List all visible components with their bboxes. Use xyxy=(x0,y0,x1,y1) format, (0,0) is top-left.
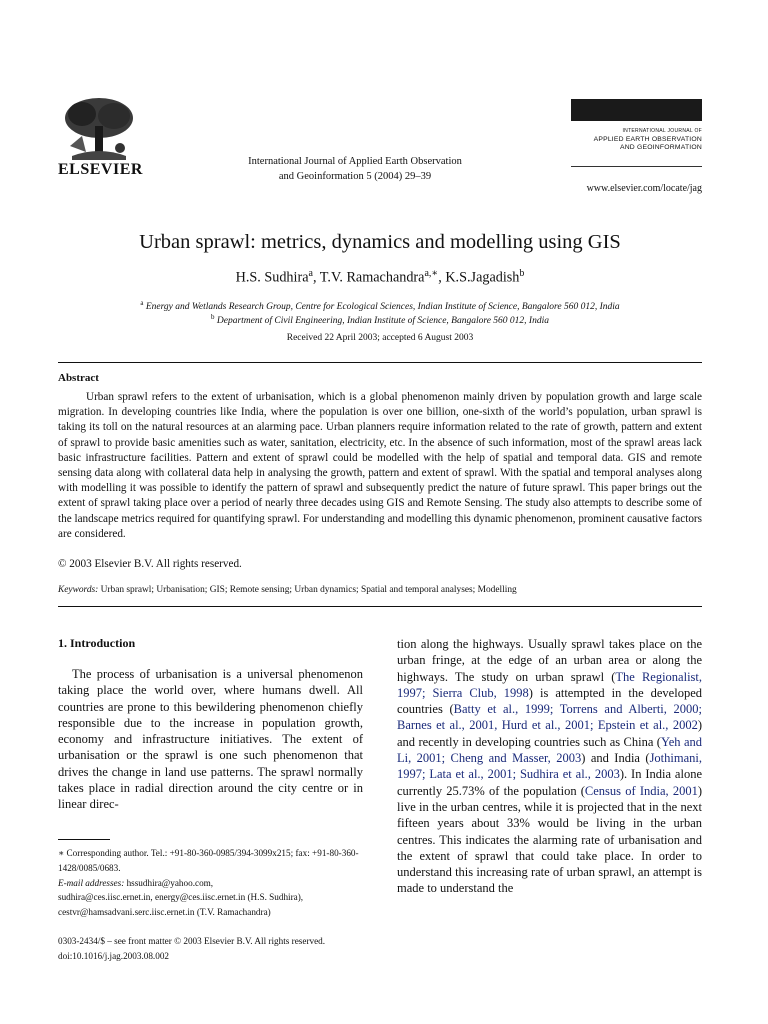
cover-title-line-2: AND GEOINFORMATION xyxy=(619,144,702,151)
email-address[interactable]: sudhira@ces.iisc.ernet.in, energy@ces.iisc.ernet.in (H.S. Sudhira), xyxy=(58,892,304,903)
keywords-label: Keywords: xyxy=(58,585,99,595)
journal-cover-graphic xyxy=(571,99,702,178)
received-dates: Received 22 April 2003; accepted 6 August 2003 xyxy=(286,333,474,343)
citation-link[interactable]: Batty et al., 1999; Torrens and Alberti, 2000; Barnes et al., 2001, Hurd et al., 2001; Epstein et al., 2002 xyxy=(397,702,703,733)
bottom-matter xyxy=(58,934,325,964)
email-address[interactable]: cestvr@hamsadvani.serc.iisc.ernet.in (T.V. Ramachandra) xyxy=(58,907,271,918)
affiliation-text: Energy and Wetlands Research Group, Centre for Ecological Sciences, Indian Institute of Science, Bangalore 560 012, India xyxy=(145,302,620,313)
abstract-text: Urban sprawl refers to the extent of urbanisation, which is a global phenomenon mainly driven by population growth and large scale migration. In developing countries like India, where the population is over one billion, one-sixth of the world’s population, urban sprawl is taking its toll on the natural resources at an alarming pace. Urban planners require information related to the rate of growth, pattern and extent of sprawl to provide basic amenities such as water, sanitation, electricity, etc. In the absence of such information, most of the sprawl areas lack basic infrastructure facilities. Pattern and extent of sprawl could be modelled with the help of spatial and temporal data. GIS and remote sensing data along with collateral data help in analysing the growth, pattern and extent of sprawl. With the spatial and temporal analyses along with modelling it was possible to identify the pattern of sprawl and subsequently predict the nature of future sprawl. This paper brings out the extent of sprawl taking place over a period of nearly three decades using GIS and Remote Sensing. The study also attempts to describe some of the landscape metrics required for quantifying sprawl. For understanding and modelling this dynamic phenomenon, prominent causative factors are considered. xyxy=(58,391,702,540)
cover-banner xyxy=(571,99,702,121)
elsevier-tree-logo xyxy=(62,96,136,162)
cover-small-title: INTERNATIONAL JOURNAL OF xyxy=(622,128,702,134)
abstract-body xyxy=(58,390,702,542)
intro-left-column xyxy=(58,666,363,813)
citation-link[interactable]: Census of India, 2001 xyxy=(584,783,698,798)
body-text: tion along the highways. Usually sprawl takes place on the urban fringe, at the edge of an urban area or along the highways. The study on urban sprawl ( xyxy=(397,637,702,684)
author-affiliation-mark: a xyxy=(308,268,313,279)
citation-link[interactable]: Jothimani, 1997; Lata et al., 2001; Sudhira et al., 2003 xyxy=(397,751,702,782)
cover-rule xyxy=(571,166,702,167)
cover-title xyxy=(571,136,702,152)
footnote-rule xyxy=(58,839,110,840)
keywords xyxy=(58,585,702,595)
body-text: ) live in the urban centres, while it is projected that in the next fifteen years about 33% would be living in the urban centres. This indicates the alarming rate of urbanisation and the extent of sprawl that could take place. In order to understand this increasing rate of urban sprawl, an attempt is made to understand the xyxy=(397,783,702,896)
email-label: E-mail addresses: xyxy=(58,877,125,888)
divider xyxy=(58,606,702,607)
body-text: ) and recently in developing countries such as China ( xyxy=(397,718,702,749)
body-text: ) is attempted in the developed countries ( xyxy=(397,685,702,717)
article-title: Urban sprawl: metrics, dynamics and modelling using GIS xyxy=(139,231,621,253)
elsevier-logo xyxy=(58,96,142,182)
abstract-copyright: © 2003 Elsevier B.V. All rights reserved. xyxy=(58,558,242,570)
journal-line-2: and Geoinformation 5 (2004) 29–39 xyxy=(278,171,432,182)
affiliation-a xyxy=(58,299,702,312)
affiliation-mark: a xyxy=(140,299,144,307)
abstract-heading: Abstract xyxy=(58,372,99,384)
cover-title-line-1: APPLIED EARTH OBSERVATION xyxy=(593,136,702,143)
affiliation-b xyxy=(58,313,702,326)
corresponding-author-note: ∗ Corresponding author. Tel.: +91-80-360-0985/394-3099x215; fax: +91-80-360-1428/0085/0683. xyxy=(58,848,359,873)
affiliation-mark: b xyxy=(211,313,215,321)
journal-line-1: International Journal of Applied Earth Observation xyxy=(248,156,462,167)
author-affiliation-mark: b xyxy=(519,268,525,279)
publisher-name: ELSEVIER xyxy=(58,161,143,178)
body-text: ) and India ( xyxy=(581,751,650,766)
email-address[interactable]: hssudhira@yahoo.com, xyxy=(126,877,214,888)
doi-line[interactable]: doi:10.1016/j.jag.2003.08.002 xyxy=(58,951,170,961)
author-name[interactable]: K.S.Jagadish xyxy=(445,269,520,286)
section-heading: 1. Introduction xyxy=(58,636,136,650)
journal-url[interactable]: www.elsevier.com/locate/jag xyxy=(586,183,702,194)
footnotes xyxy=(58,846,363,920)
issn-line: 0303-2434/$ – see front matter © 2003 Elsevier B.V. All rights reserved. xyxy=(58,936,326,946)
affiliation-text: Department of Civil Engineering, Indian Institute of Science, Bangalore 560 012, India xyxy=(216,316,549,327)
divider xyxy=(58,362,702,363)
email-line xyxy=(58,876,363,891)
body-text: ). In India alone currently 25.73% of the population ( xyxy=(397,767,703,798)
citation-link[interactable]: Yeh and Li, 2001; Cheng and Masser, 2003 xyxy=(397,734,702,766)
intro-paragraph: The process of urbanisation is a universal phenomenon taking place the world over, where humans dwell. All countries are prone to this bewildering phenomenon chiefly responsible due to the increase in population growth, economy and infrastructure initiatives. The extent of urbanisation or the sprawl is one such phenomenon that drives the change in land use patterns. The sprawl normally takes place in radial direction around the city centre or in linear direc- xyxy=(58,667,363,812)
journal-reference xyxy=(210,154,500,184)
citation-link[interactable]: The Regionalist, 1997; Sierra Club, 1998 xyxy=(397,669,703,700)
keywords-list: Urban sprawl; Urbanisation; GIS; Remote sensing; Urban dynamics; Spatial and temporal analyses; Modelling xyxy=(100,585,517,595)
author-affiliation-mark: a,∗ xyxy=(424,268,439,279)
intro-right-column xyxy=(397,636,702,897)
author-list: H.S. Sudhira$^a$, T.V. Ramachandra$^{a,∗}$, K.S.Jagadish$^b$ xyxy=(235,268,525,286)
author-name[interactable]: T.V. Ramachandra xyxy=(319,269,425,286)
author-name[interactable]: H.S. Sudhira xyxy=(235,269,309,286)
